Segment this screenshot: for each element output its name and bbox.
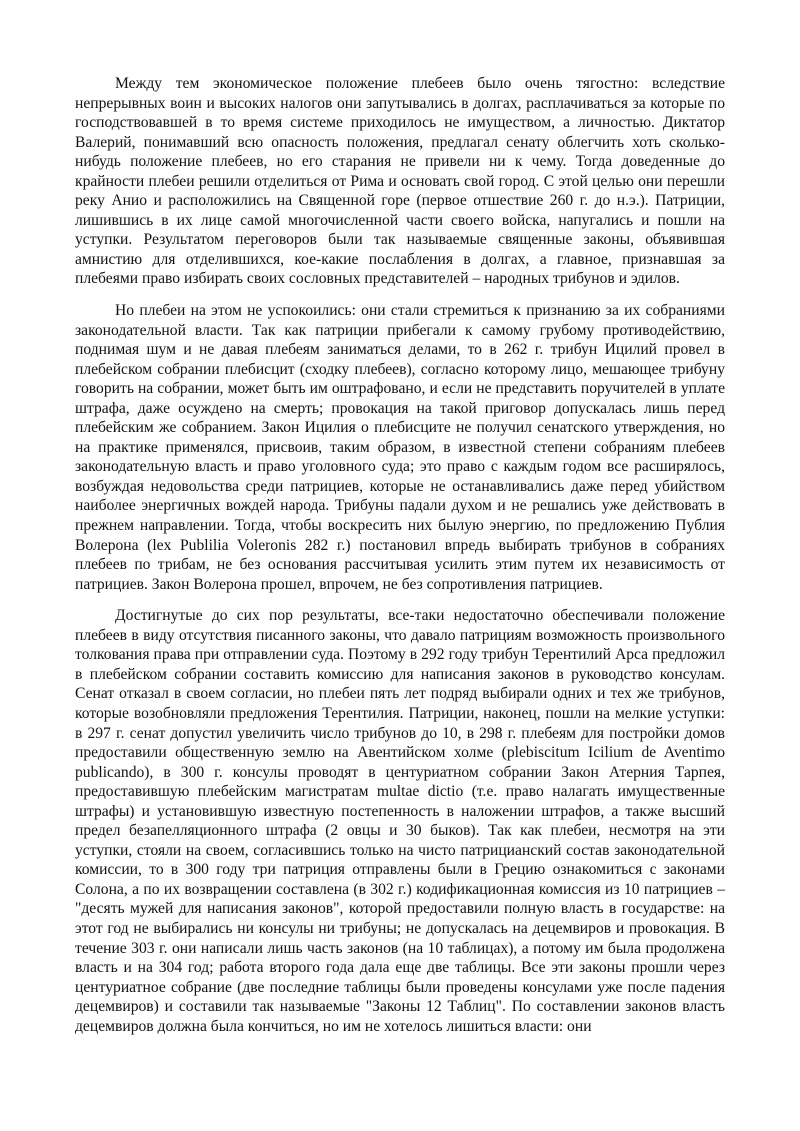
paragraph-first-secession: Между тем экономическое положение плебеев было очень тягостно: вследствие непрерывных воин и высоких налогов они запутывались в долгах, расплачиваться за которые по господствовавшей в то время системе приходилось не имуществом, а личностью. Диктатор Валерий, понимавший всю опасность положения, предлагал сенату облегчить хоть сколько-нибудь положение плебеев, но его старания не привели ни к чему. Тогда доведенные до крайности плебеи решили отделиться от Рима и основать свой город. С этой целью они перешли реку Анио и расположились на Священной горе (первое отшествие 260 г. до н.э.). Патриции, лишившись в их лице самой многочисленной части своего войска, напугались и пошли на уступки. Результатом переговоров были так называемые священные законы, объявившая амнистию для отделившихся, кое-какие послабления в долгах, а главное, признавшая за плебеями право избирать своих сословных представителей – народных трибунов и эдилов. [75, 75, 725, 288]
paragraph-tribunes-law: Но плебеи на этом не успокоились: они стали стремиться к признанию за их собраниями законодательной власти. Так как патриции прибегали к самому грубому противодействию, поднимая шум и не давая плебеям заниматься делами, то в 262 г. трибун Ицилий провел в плебейском собрании плебисцит (сходку плебеев), согласно которому лицо, мешающее трибуну говорить на собрании, может быть им оштрафовано, и если не представить поручителей в уплате штрафа, даже осуждено на смерть; провокация на такой приговор допускалась лишь перед плебейским же собранием. Закон Ицилия о плебисците не получил сенатского утверждения, но на практике применялся, присвоив, таким образом, в известной степени собраниям плебеев законодательную власть и право уголовного суда; это право с каждым годом все расширялось, возбуждая недовольства среди патрициев, которые не останавливались даже перед убийством наиболее энергичных вождей народа. Трибуны падали духом и не решались уже действовать в прежнем направлении. Тогда, чтобы воскресить них былую энергию, по предложению Публия Волерона (lex Publilia Voleronis 282 г.) постановил впредь выбирать трибунов в собраниях плебеев по трибам, не без основания рассчитывая усилить этим путем их независимость от патрициев. Закон Волерона прошел, впрочем, не без сопротивления патрициев. [75, 302, 725, 593]
document-page [75, 74, 725, 1048]
paragraph-twelve-tables: Достигнутые до сих пор результаты, все-таки недостаточно обеспечивали положение плебеев в виду отсутствия писанного законы, что давало патрициям возможность произвольного толкования права при отправлении суда. Поэтому в 292 году трибун Терентилий Арса предложил в плебейском собрании составить комиссию для написания законов в руководство консулам. Сенат отказал в своем согласии, но плебеи пять лет подряд выбирали одних и тех же трибунов, которые возобновляли предложения Терентилия. Патриции, наконец, пошли на мелкие уступки: в 297 г. сенат допустил увеличить число трибунов до 10, в 298 г. плебеям для постройки домов предоставили общественную землю на Авентийском холме (plebiscitum Icilium de Aventimo publicando), в 300 г. консулы проводят в центуриатном собрании Закон Атерния Тарпея, предоставившую плебейским магистратам multae dictio (т.е. право налагать имущественные штрафы) и установившую известную постепенность в наложении штрафов, а также высший предел безапелляционного штрафа (2 овцы и 30 быков). Так как плебеи, несмотря на эти уступки, стояли на своем, согласившись только на чисто патрицианский состав законодательной комиссии, то в 300 году три патриция отправлены были в Грецию ознакомиться с законами Солона, а по их возвращении составлена (в 302 г.) кодификационная комиссия из 10 патрициев – "десять мужей для написания законов", которой предоставили полную власть в государстве: на этот год не выбирались ни консулы ни трибуны; не допускалась на децемвиров и провокация. В течение 303 г. они написали лишь часть законов (на 10 таблицах), а потому им была продолжена власть и на 304 год; работа второго года дала еще две таблицы. Все эти законы прошли через центуриатное собрание (две последние таблицы были проведены консулами уже после падения децемвиров) и составили так называемые "Законы 12 Таблиц". По составлении законов власть децемвиров должна была кончиться, но им не хотелось лишиться власти: они [75, 607, 725, 1035]
